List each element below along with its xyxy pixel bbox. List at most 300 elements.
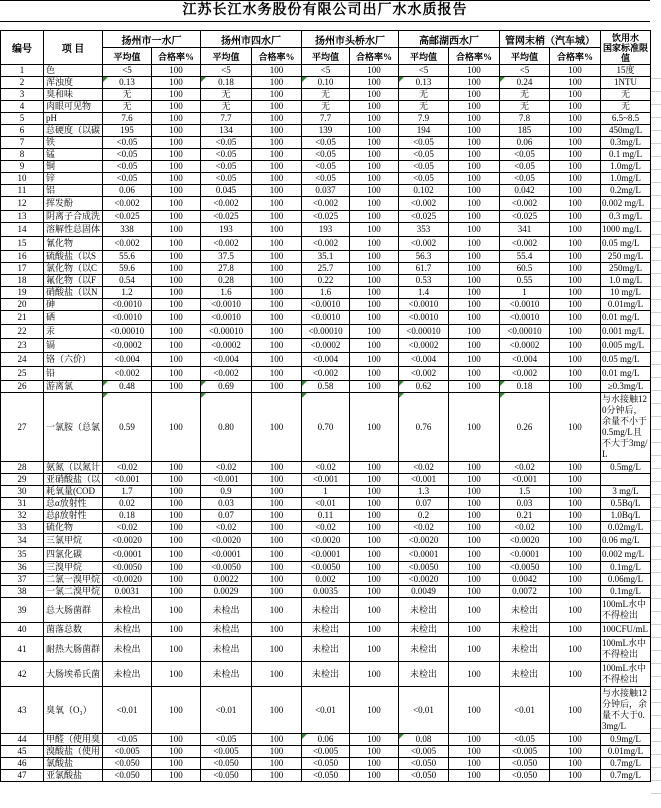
cell-average: <0.0001 (500, 548, 550, 562)
cell-standard-limit: 250mg/L (601, 263, 651, 275)
cell-pass-rate: 100 (449, 534, 500, 548)
cell-standard-limit: 0.005 mg/L (601, 339, 651, 353)
cell-pass-rate: 100 (449, 223, 500, 237)
cell-item-name: 大肠埃希氏菌 (44, 662, 103, 687)
cell-average: <0.05 (201, 137, 252, 149)
table-row (1, 393, 651, 462)
cell-pass-rate: 100 (252, 149, 302, 161)
cell-pass-rate: 100 (449, 623, 500, 637)
cell-standard-limit: 6.5~8.5 (601, 113, 651, 125)
cell-pass-rate: 100 (252, 381, 302, 393)
cell-average: 未检出 (103, 623, 152, 637)
cell-pass-rate: 100 (350, 367, 399, 381)
cell-average: <0.02 (103, 522, 152, 534)
cell-standard-limit: 0.7mg/L (601, 758, 651, 770)
cell-average: 25.7 (302, 263, 350, 275)
cell-average: 未检出 (103, 662, 152, 687)
table-row (1, 381, 651, 393)
cell-average: 341 (500, 223, 550, 237)
cell-pass-rate: 100 (252, 263, 302, 275)
cell-average: <0.050 (500, 758, 550, 770)
cell-pass-rate: 100 (252, 534, 302, 548)
cell-average: <0.0020 (399, 574, 449, 586)
cell-item-name: 总大肠菌群 (44, 598, 103, 623)
cell-pass-rate: 100 (350, 498, 399, 510)
cell-pass-rate: 100 (152, 339, 201, 353)
table-row (1, 251, 651, 263)
cell-pass-rate: 100 (550, 510, 601, 522)
table-row (1, 662, 651, 687)
cell-standard-limit: 0.01 mg/L (601, 367, 651, 381)
cell-average: <0.002 (399, 367, 449, 381)
cell-average: 0.06 (302, 734, 350, 746)
cell-pass-rate: 100 (152, 65, 201, 77)
cell-pass-rate: 100 (449, 185, 500, 197)
cell-average: 未检出 (201, 598, 252, 623)
table-row (1, 586, 651, 598)
cell-average: <0.02 (399, 462, 449, 474)
cell-item-name: pH (44, 113, 103, 125)
cell-item-name: 铁 (44, 137, 103, 149)
cell-average: <0.001 (302, 474, 350, 486)
cell-pass-rate: 100 (152, 89, 201, 101)
cell-average: 194 (399, 125, 449, 137)
header-plant-yangzhou-4: 扬州市四水厂 (201, 31, 302, 48)
cell-pass-rate: 100 (350, 623, 399, 637)
cell-average: <0.0020 (201, 534, 252, 548)
cell-pass-rate: 100 (252, 161, 302, 173)
cell-row-number: 46 (1, 758, 44, 770)
cell-average: <0.05 (302, 149, 350, 161)
cell-pass-rate: 100 (350, 562, 399, 574)
cell-standard-limit: 100mL水中不得检出 (601, 637, 651, 662)
cell-pass-rate: 100 (449, 89, 500, 101)
cell-average: <0.0010 (103, 311, 152, 325)
cell-pass-rate: 100 (449, 746, 500, 758)
cell-pass-rate: 100 (252, 237, 302, 251)
cell-pass-rate: 100 (449, 474, 500, 486)
cell-average: 0.9 (201, 486, 252, 498)
cell-pass-rate: 100 (449, 211, 500, 223)
cell-average: 无 (103, 89, 152, 101)
cell-pass-rate: 100 (152, 367, 201, 381)
cell-average: <0.05 (103, 149, 152, 161)
cell-pass-rate: 100 (449, 161, 500, 173)
cell-item-name: 总硬度（以碳 (44, 125, 103, 137)
cell-average: 59.6 (103, 263, 152, 275)
cell-pass-rate: 100 (550, 65, 601, 77)
cell-average: <0.05 (201, 173, 252, 185)
cell-pass-rate: 100 (449, 510, 500, 522)
cell-average: <0.002 (500, 197, 550, 211)
cell-average: <0.01 (500, 687, 550, 734)
cell-average: 1.6 (201, 287, 252, 299)
cell-pass-rate: 100 (252, 562, 302, 574)
cell-item-name: 氨氮（以氮计 (44, 462, 103, 474)
cell-average: 0.26 (500, 393, 550, 462)
cell-pass-rate: 100 (152, 381, 201, 393)
cell-row-number: 20 (1, 299, 44, 311)
cell-average: <0.002 (201, 367, 252, 381)
cell-average: <0.05 (302, 137, 350, 149)
cell-pass-rate: 100 (550, 299, 601, 311)
cell-item-name: 砷 (44, 299, 103, 311)
cell-average: 353 (399, 223, 449, 237)
cell-pass-rate: 100 (252, 474, 302, 486)
cell-item-name: 三溴甲烷 (44, 562, 103, 574)
cell-pass-rate: 100 (252, 637, 302, 662)
cell-standard-limit: 0.02mg/L (601, 522, 651, 534)
cell-pass-rate: 100 (350, 734, 399, 746)
water-quality-table (0, 30, 651, 782)
cell-pass-rate: 100 (550, 223, 601, 237)
table-row (1, 498, 651, 510)
cell-average: <0.004 (500, 353, 550, 367)
cell-pass-rate: 100 (550, 339, 601, 353)
cell-average: <0.05 (201, 161, 252, 173)
cell-pass-rate: 100 (152, 687, 201, 734)
cell-average: 未检出 (201, 637, 252, 662)
cell-average: 0.08 (399, 734, 449, 746)
cell-flag-indicator-icon (201, 381, 206, 386)
report-title: 江苏长江水务股份有限公司出厂水水质报告 (0, 0, 650, 22)
header-row-number: 编号 (1, 31, 44, 65)
cell-average: <0.0001 (302, 548, 350, 562)
cell-item-name: 氟化物（以F (44, 275, 103, 287)
cell-standard-limit: 100mL水中不得检出 (601, 598, 651, 623)
cell-item-name: 锰 (44, 149, 103, 161)
table-row (1, 161, 651, 173)
cell-average: 0.18 (500, 381, 550, 393)
cell-flag-indicator-icon (302, 77, 307, 82)
cell-pass-rate: 100 (252, 586, 302, 598)
title-table-gap (0, 22, 661, 30)
cell-pass-rate: 100 (449, 263, 500, 275)
table-row (1, 637, 651, 662)
cell-pass-rate: 100 (252, 77, 302, 89)
cell-average: 7.8 (500, 113, 550, 125)
cell-standard-limit: 无 (601, 101, 651, 113)
cell-average: <0.002 (302, 197, 350, 211)
cell-average: <0.01 (103, 687, 152, 734)
cell-row-number: 42 (1, 662, 44, 687)
cell-row-number: 8 (1, 149, 44, 161)
table-row (1, 534, 651, 548)
cell-average: 0.102 (399, 185, 449, 197)
cell-average: <0.025 (201, 211, 252, 223)
cell-average: 0.02 (103, 498, 152, 510)
cell-pass-rate: 100 (252, 65, 302, 77)
cell-average: <0.00010 (399, 325, 449, 339)
cell-flag-indicator-icon (399, 393, 404, 398)
cell-average: <0.05 (201, 734, 252, 746)
cell-item-name: 二氯一溴甲烷 (44, 574, 103, 586)
cell-pass-rate: 100 (252, 758, 302, 770)
cell-average: <0.05 (399, 173, 449, 185)
cell-average: <0.01 (302, 687, 350, 734)
cell-standard-limit: 0.06mg/L (601, 574, 651, 586)
cell-average: 0.045 (201, 185, 252, 197)
cell-pass-rate: 100 (252, 275, 302, 287)
cell-item-name: 硒 (44, 311, 103, 325)
cell-pass-rate: 100 (252, 548, 302, 562)
cell-average: <0.002 (500, 237, 550, 251)
cell-pass-rate: 100 (252, 185, 302, 197)
cell-pass-rate: 100 (449, 251, 500, 263)
cell-standard-limit: 0.06 mg/L (601, 534, 651, 548)
cell-row-number: 14 (1, 223, 44, 237)
cell-pass-rate: 100 (152, 770, 201, 782)
cell-pass-rate: 100 (350, 125, 399, 137)
cell-pass-rate: 100 (350, 510, 399, 522)
table-row (1, 185, 651, 197)
cell-average: 未检出 (399, 623, 449, 637)
cell-pass-rate: 100 (252, 393, 302, 462)
cell-item-name: 挥发酚 (44, 197, 103, 211)
cell-average: 134 (201, 125, 252, 137)
cell-average: 无 (103, 101, 152, 113)
cell-pass-rate: 100 (152, 113, 201, 125)
cell-average: <0.05 (103, 734, 152, 746)
cell-item-name: 亚硝酸盐（以 (44, 474, 103, 486)
cell-item-name: 硫化物 (44, 522, 103, 534)
cell-average: <0.02 (500, 462, 550, 474)
table-row (1, 137, 651, 149)
table-row (1, 223, 651, 237)
cell-average: <0.002 (399, 237, 449, 251)
cell-average: <0.05 (500, 149, 550, 161)
cell-average: 0.0042 (500, 574, 550, 586)
cell-average: 1 (500, 287, 550, 299)
cell-average: 0.2 (399, 510, 449, 522)
cell-average: 185 (500, 125, 550, 137)
cell-average: 7.7 (201, 113, 252, 125)
cell-item-name: 硫酸盐（以S (44, 251, 103, 263)
cell-item-name: 色 (44, 65, 103, 77)
cell-average: <0.0020 (103, 534, 152, 548)
cell-average: 56.3 (399, 251, 449, 263)
cell-pass-rate: 100 (449, 299, 500, 311)
table-row (1, 339, 651, 353)
cell-average: <0.01 (201, 687, 252, 734)
cell-pass-rate: 100 (152, 299, 201, 311)
cell-pass-rate: 100 (252, 197, 302, 211)
cell-average: 0.48 (103, 381, 152, 393)
table-row (1, 510, 651, 522)
cell-standard-limit: 1.0mg/L (601, 173, 651, 185)
cell-item-name: 臭氧（O₃） (44, 687, 103, 734)
cell-average: <0.00010 (103, 325, 152, 339)
cell-pass-rate: 100 (252, 113, 302, 125)
cell-pass-rate: 100 (152, 197, 201, 211)
cell-average: <0.0020 (103, 574, 152, 586)
cell-standard-limit: 0.7mg/L (601, 770, 651, 782)
cell-average: 195 (103, 125, 152, 137)
cell-pass-rate: 100 (350, 287, 399, 299)
cell-pass-rate: 100 (350, 173, 399, 185)
cell-average: <0.05 (103, 137, 152, 149)
spreadsheet-gridline-strip (651, 66, 661, 805)
cell-average: 未检出 (500, 623, 550, 637)
cell-average: <0.05 (500, 734, 550, 746)
cell-item-name: 臭和味 (44, 89, 103, 101)
cell-pass-rate: 100 (350, 237, 399, 251)
subheader-average: 平均值 (399, 48, 449, 65)
cell-pass-rate: 100 (152, 474, 201, 486)
cell-average: <0.0001 (201, 548, 252, 562)
cell-row-number: 7 (1, 137, 44, 149)
table-row (1, 325, 651, 339)
cell-average: <0.004 (103, 353, 152, 367)
cell-average: 未检出 (201, 662, 252, 687)
cell-flag-indicator-icon (103, 77, 108, 82)
cell-pass-rate: 100 (550, 623, 601, 637)
cell-average: <0.05 (500, 161, 550, 173)
cell-row-number: 28 (1, 462, 44, 474)
cell-average: 无 (500, 101, 550, 113)
cell-standard-limit: 10 mg/L (601, 287, 651, 299)
cell-pass-rate: 100 (350, 687, 399, 734)
cell-average: 未检出 (500, 598, 550, 623)
cell-pass-rate: 100 (449, 65, 500, 77)
cell-pass-rate: 100 (350, 746, 399, 758)
table-row (1, 758, 651, 770)
cell-average: <0.0020 (500, 534, 550, 548)
cell-pass-rate: 100 (550, 734, 601, 746)
cell-pass-rate: 100 (152, 77, 201, 89)
cell-average: 未检出 (103, 598, 152, 623)
cell-pass-rate: 100 (152, 251, 201, 263)
cell-average: 0.54 (103, 275, 152, 287)
cell-pass-rate: 100 (449, 486, 500, 498)
cell-average: <0.02 (201, 462, 252, 474)
cell-pass-rate: 100 (449, 101, 500, 113)
cell-pass-rate: 100 (350, 65, 399, 77)
cell-average: <5 (201, 65, 252, 77)
cell-row-number: 18 (1, 275, 44, 287)
cell-pass-rate: 100 (152, 498, 201, 510)
cell-pass-rate: 100 (152, 161, 201, 173)
cell-pass-rate: 100 (449, 381, 500, 393)
cell-row-number: 44 (1, 734, 44, 746)
cell-pass-rate: 100 (550, 287, 601, 299)
cell-average: <5 (500, 65, 550, 77)
cell-average: 139 (302, 125, 350, 137)
cell-average: 无 (302, 101, 350, 113)
cell-average: 未检出 (500, 637, 550, 662)
cell-standard-limit: 0.5mg/L (601, 462, 651, 474)
cell-pass-rate: 100 (252, 598, 302, 623)
subheader-pass-rate: 合格率% (350, 48, 399, 65)
cell-average: 55.4 (500, 251, 550, 263)
cell-pass-rate: 100 (350, 353, 399, 367)
cell-row-number: 30 (1, 486, 44, 498)
table-row (1, 125, 651, 137)
table-row (1, 687, 651, 734)
table-row (1, 746, 651, 758)
cell-pass-rate: 100 (550, 263, 601, 275)
cell-average: 0.07 (201, 510, 252, 522)
cell-average: <0.004 (399, 353, 449, 367)
cell-item-name: 铝 (44, 185, 103, 197)
cell-pass-rate: 100 (350, 534, 399, 548)
cell-average: 193 (302, 223, 350, 237)
cell-average: 无 (500, 89, 550, 101)
cell-pass-rate: 100 (449, 687, 500, 734)
cell-pass-rate: 100 (350, 137, 399, 149)
cell-average: <0.0001 (399, 548, 449, 562)
table-row (1, 101, 651, 113)
cell-item-name: 铜 (44, 161, 103, 173)
cell-flag-indicator-icon (399, 77, 404, 82)
cell-average: <0.050 (201, 770, 252, 782)
cell-pass-rate: 100 (252, 89, 302, 101)
cell-average: <0.05 (103, 161, 152, 173)
cell-average: 0.76 (399, 393, 449, 462)
cell-item-name: 锌 (44, 173, 103, 185)
cell-pass-rate: 100 (550, 311, 601, 325)
cell-pass-rate: 100 (449, 586, 500, 598)
cell-pass-rate: 100 (350, 197, 399, 211)
cell-pass-rate: 100 (252, 125, 302, 137)
cell-pass-rate: 100 (152, 311, 201, 325)
cell-pass-rate: 100 (252, 223, 302, 237)
cell-pass-rate: 100 (350, 275, 399, 287)
cell-average: <0.05 (302, 161, 350, 173)
cell-average: <0.0010 (302, 299, 350, 311)
cell-item-name: 肉眼可见物 (44, 101, 103, 113)
cell-flag-indicator-icon (302, 393, 307, 398)
cell-row-number: 17 (1, 263, 44, 275)
cell-average: <0.005 (103, 746, 152, 758)
cell-pass-rate: 100 (350, 574, 399, 586)
header-national-standard (601, 31, 651, 65)
table-row (1, 287, 651, 299)
table-row (1, 311, 651, 325)
standard-header-line2: 国家标准限值 (602, 42, 648, 63)
cell-average: <0.00010 (302, 325, 350, 339)
cell-standard-limit: 与水接触12分钟后，余量不大于0.3mg/L (601, 687, 651, 734)
cell-average: 0.0022 (201, 574, 252, 586)
cell-pass-rate: 100 (350, 381, 399, 393)
cell-average: 0.0049 (399, 586, 449, 598)
cell-pass-rate: 100 (550, 562, 601, 574)
table-row (1, 522, 651, 534)
subheader-average: 平均值 (201, 48, 252, 65)
cell-item-name: 总α放射性 (44, 498, 103, 510)
cell-average: <0.002 (103, 197, 152, 211)
cell-pass-rate: 100 (252, 299, 302, 311)
cell-pass-rate: 100 (152, 637, 201, 662)
subheader-pass-rate: 合格率% (550, 48, 601, 65)
cell-item-name: 铅 (44, 367, 103, 381)
cell-pass-rate: 100 (550, 137, 601, 149)
cell-pass-rate: 100 (350, 113, 399, 125)
cell-pass-rate: 100 (449, 275, 500, 287)
cell-pass-rate: 100 (449, 125, 500, 137)
cell-pass-rate: 100 (152, 287, 201, 299)
table-row (1, 299, 651, 311)
cell-average: <0.0010 (103, 299, 152, 311)
cell-average: 无 (201, 101, 252, 113)
header-plant-pipe-end: 管网末梢（汽车城） (500, 31, 601, 48)
cell-pass-rate: 100 (152, 353, 201, 367)
cell-row-number: 9 (1, 161, 44, 173)
table-row (1, 237, 651, 251)
cell-average: 0.18 (201, 77, 252, 89)
cell-pass-rate: 100 (550, 275, 601, 287)
table-row (1, 149, 651, 161)
